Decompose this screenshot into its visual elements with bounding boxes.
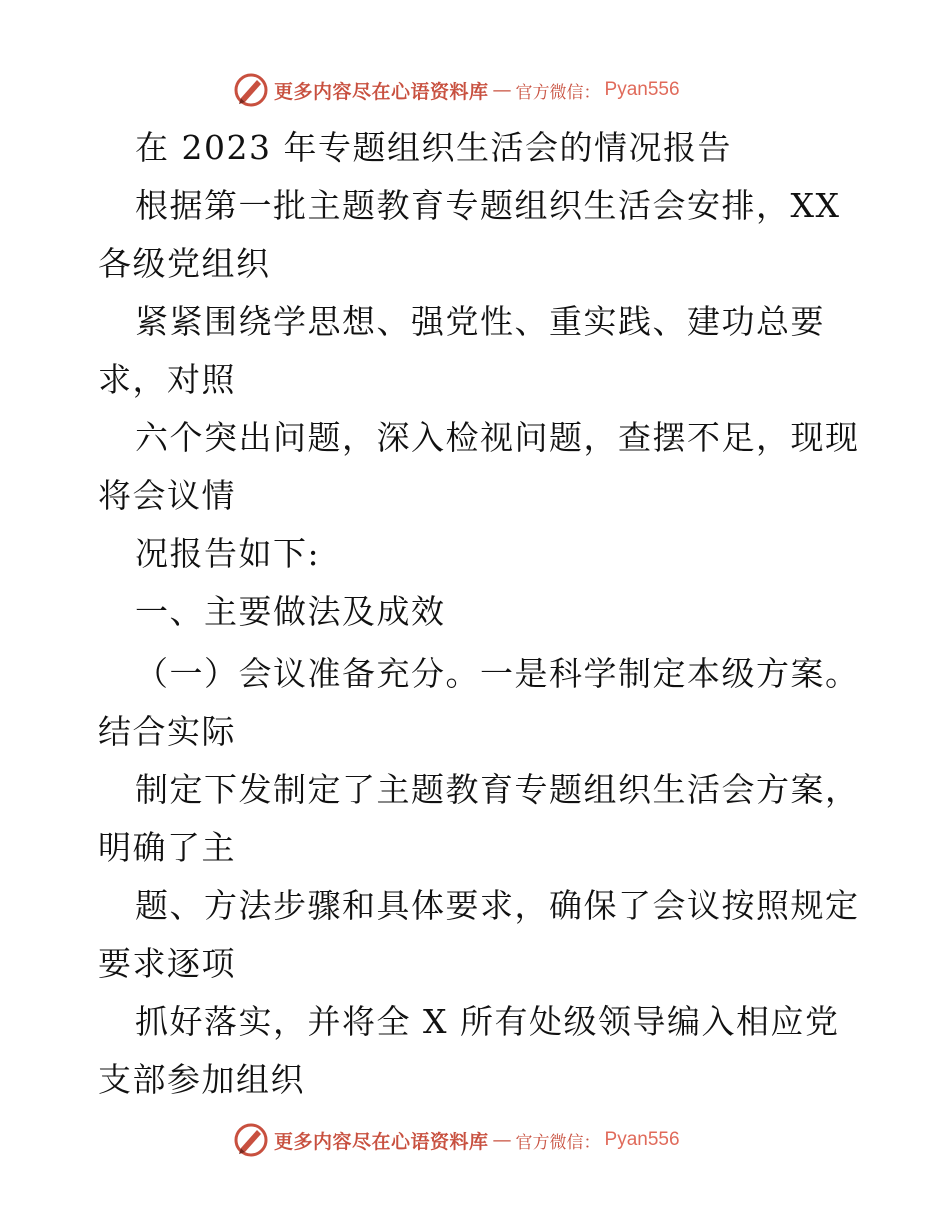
watermark-wechat-id: Pyan556 (604, 79, 680, 100)
footer-watermark (232, 1120, 680, 1160)
paragraph-line: 结合实际 (98, 712, 236, 751)
paragraph-line: 支部参加组织 (98, 1060, 305, 1099)
paragraph-line: 将会议情 (98, 476, 236, 515)
watermark-wechat-id: Pyan556 (604, 1129, 680, 1150)
watermark-main-text: 更多内容尽在心语资料库 (274, 1130, 489, 1153)
pen-logo-icon (232, 1121, 270, 1159)
watermark-wechat-label: 官方微信： (515, 1132, 601, 1153)
paragraph-line: 求，对照 (98, 360, 236, 399)
watermark-wechat-label: 官方微信： (515, 82, 601, 103)
paragraph-line: 紧紧围绕学思想、强党性、重实践、建功总要 (135, 302, 825, 341)
watermark-dash: — (492, 1129, 512, 1151)
document-title: 在 2023 年专题组织生活会的情况报告 (135, 128, 732, 167)
paragraph-line: 根据第一批主题教育专题组织生活会安排，XX (135, 186, 841, 225)
paragraph-line: 明确了主 (98, 828, 236, 867)
paragraph-line: 各级党组织 (98, 244, 271, 283)
paragraph-line: 题、方法步骤和具体要求，确保了会议按照规定 (135, 886, 860, 925)
watermark-dash: — (492, 79, 512, 101)
paragraph-line: 六个突出问题，深入检视问题，查摆不足，现现 (135, 418, 860, 457)
watermark-main-text: 更多内容尽在心语资料库 (274, 80, 489, 103)
pen-logo-icon (232, 71, 270, 109)
paragraph-line: （一）会议准备充分。一是科学制定本级方案。 (135, 654, 860, 693)
header-watermark (232, 70, 680, 110)
paragraph-line: 况报告如下: (135, 534, 321, 573)
paragraph-line: 抓好落实，并将全 X 所有处级领导编入相应党 (135, 1002, 840, 1041)
paragraph-line: 制定下发制定了主题教育专题组织生活会方案， (135, 770, 860, 809)
paragraph-line: 要求逐项 (98, 944, 236, 983)
section-heading: 一、主要做法及成效 (135, 592, 446, 631)
